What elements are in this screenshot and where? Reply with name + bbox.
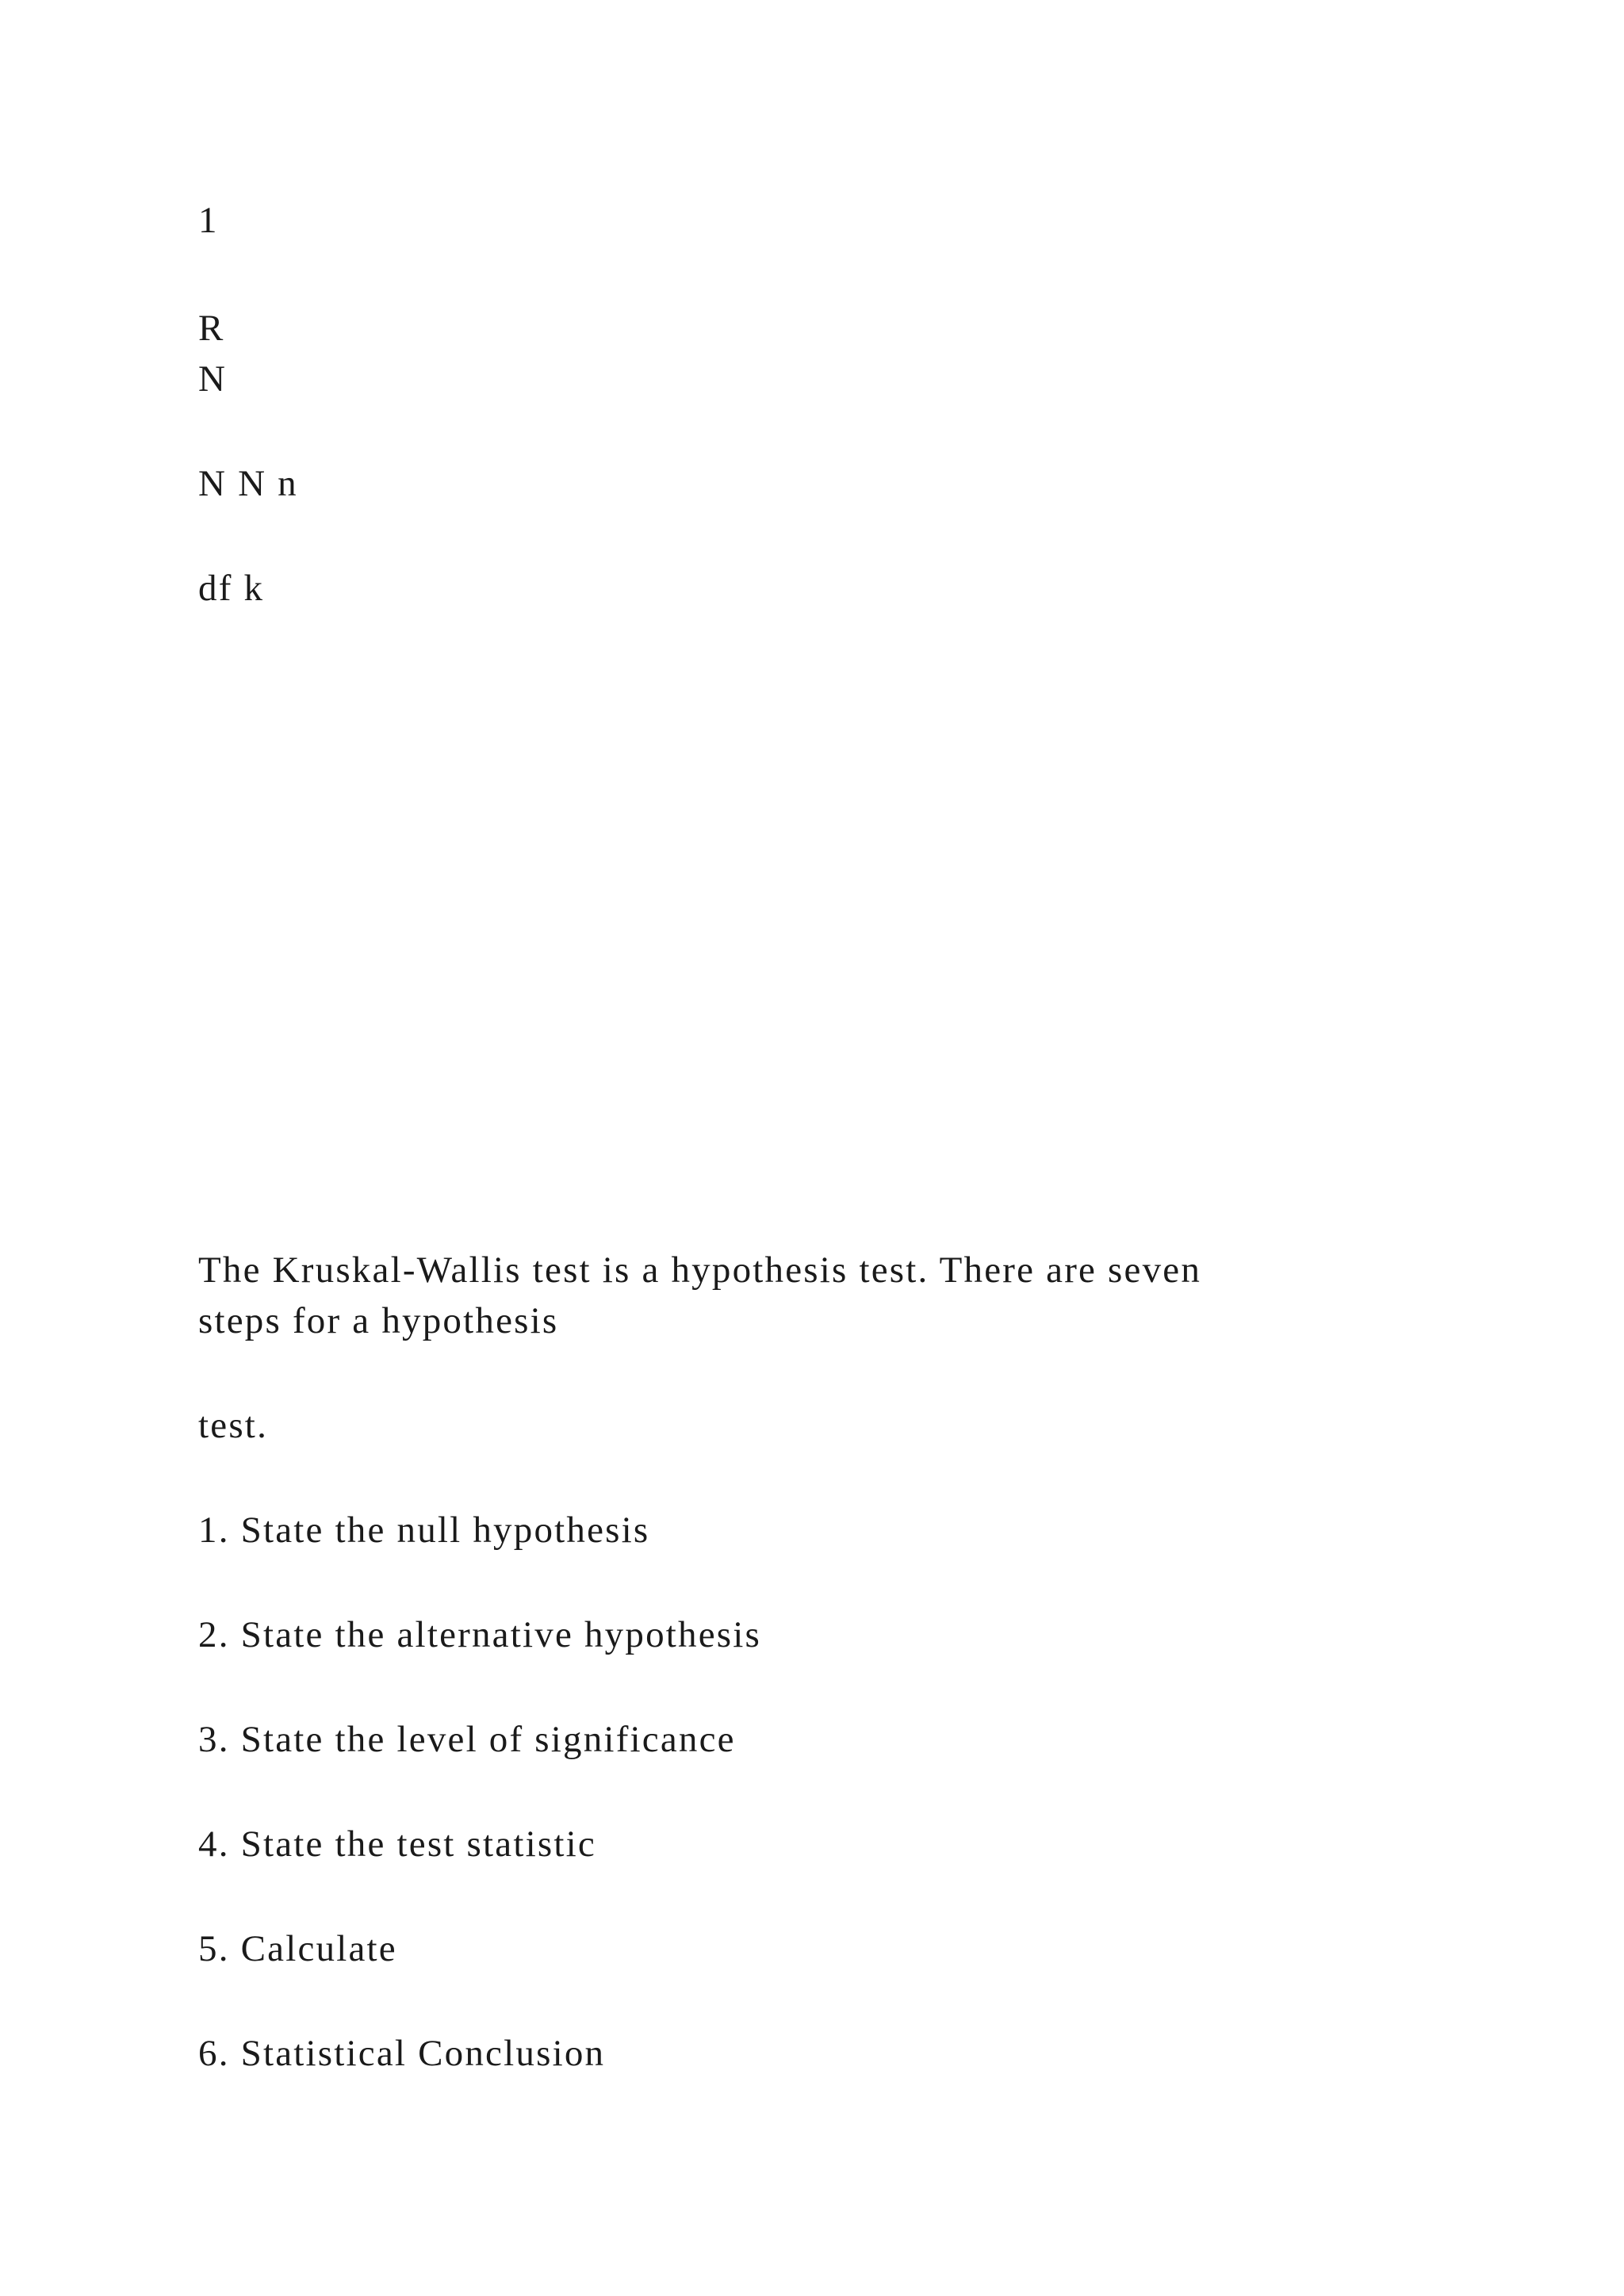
formula-line-1: 1 <box>198 200 219 241</box>
formula-glyphs-4 <box>198 878 317 926</box>
step-item-6: 6. Statistical Conclusion <box>198 2033 606 2074</box>
step-item-5: 5. Calculate <box>198 1928 397 1969</box>
formula-glyphs-2 <box>198 723 228 771</box>
formula-glyphs-3 <box>198 828 302 875</box>
formula-line-nnn: N N n <box>198 463 298 504</box>
intro-text-line-3: test. <box>198 1405 269 1446</box>
step-item-3: 3. State the level of significance <box>198 1719 736 1760</box>
formula-line-n: N <box>198 358 228 400</box>
step-item-2: 2. State the alternative hypothesis <box>198 1614 762 1655</box>
step-item-4: 4. State the test statistic <box>198 1823 596 1865</box>
step-item-1: 1. State the null hypothesis <box>198 1510 650 1551</box>
intro-text-line-1: The Kruskal-Wallis test is a hypothesis test. There are seven <box>198 1249 1202 1291</box>
formula-glyphs-5 <box>198 983 213 1031</box>
intro-text-line-2: steps for a hypothesis <box>198 1300 559 1341</box>
formula-line-r: R <box>198 308 225 349</box>
formula-line-df: df k <box>198 568 265 609</box>
